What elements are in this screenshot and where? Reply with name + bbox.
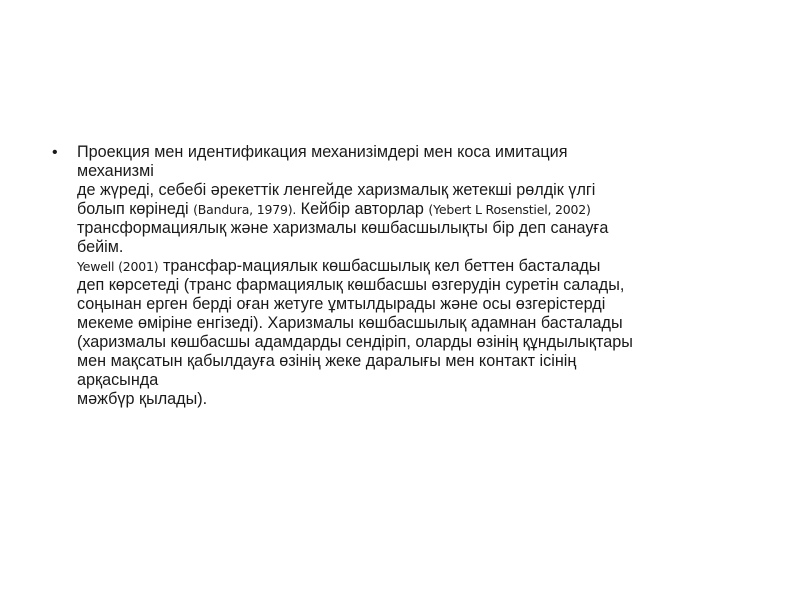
text-line: Проекция мен идентификация механизімдері мен коса имитация — [77, 143, 568, 161]
text-line: деп көрсетеді (транс фармациялық көшбасшы өзгерудін суретін салады, — [77, 276, 625, 294]
text-line: мекеме өміріне енгізеді). Харизмалы көшбасшылық адамнан басталады — [77, 314, 623, 332]
text-line: трансформациялық және харизмалы көшбасшылықты бір деп санауға — [77, 219, 609, 237]
text-line: бейім. — [77, 238, 124, 256]
text-line: Yewell (2001) трансфар-мациялык көшбасшылық кел беттен басталады — [77, 257, 601, 275]
text-line: болып көрінеді (Bandura, 1979). Кейбір авторлар (Yebert L Rosenstiel, 2002) — [77, 200, 591, 218]
text-line: арқасында — [77, 371, 159, 389]
bullet-icon: • — [52, 144, 58, 161]
citation: Yewell (2001) — [77, 259, 159, 274]
text-line: соңынан ерген берді оған жетуге ұмтылдырады және осы өзгерістерді — [77, 295, 606, 313]
bullet-text — [77, 143, 752, 409]
text-line: мен мақсатын қабылдауға өзінің жеке даралығы мен контакт ісінің — [77, 352, 577, 370]
text-line: де жүреді, себебі әрекеттік ленгейде харизмалық жетекші рөлдік үлгі — [77, 181, 596, 199]
text-line: мәжбүр қылады). — [77, 390, 208, 408]
citation: (Yebert L Rosenstiel, 2002) — [428, 202, 591, 217]
text-line: (харизмалы көшбасшы адамдарды сендіріп, оларды өзінің құндылықтары — [77, 333, 633, 351]
citation: (Bandura, 1979). — [193, 202, 297, 217]
text-line: механизмі — [77, 162, 154, 180]
